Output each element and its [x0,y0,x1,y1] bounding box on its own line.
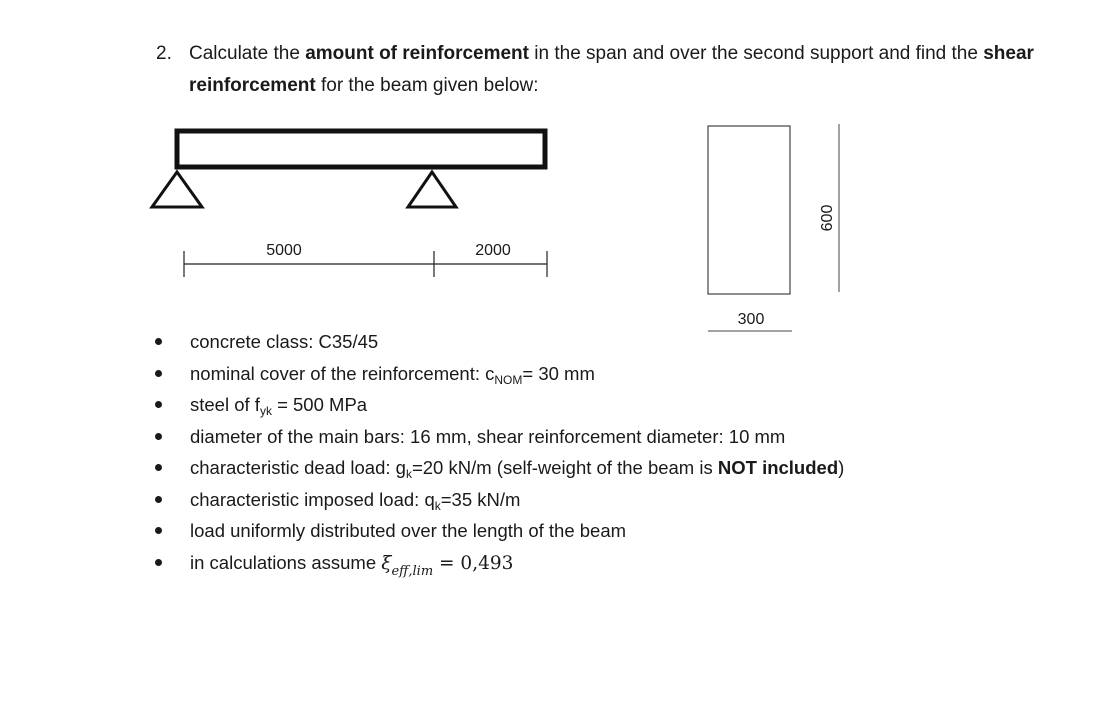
question-segment: in the span and over the second support and find the [529,43,984,64]
concrete-class: concrete class: C35/45 [190,331,379,352]
imposed-load-subscript: k [434,498,441,513]
question-number: 2. [156,43,172,64]
dead-load-subscript: k [405,467,412,481]
imposed-load-value: =35 kN/m [440,488,521,510]
left-pin-support [152,172,202,207]
cover-subscript: NOM [494,372,523,387]
list-item [150,358,844,390]
dead-load-value: =20 kN/m (self-weight of the beam is [411,457,718,478]
span-1-length: 5000 [266,242,302,259]
list-item [150,484,844,516]
bullet-icon [155,338,162,345]
dead-load-label: characteristic dead load: g [190,457,406,478]
span-2-length: 2000 [475,242,511,259]
question-emphasis: shear reinforcement [189,43,1034,96]
list-item [150,515,844,547]
list-item [150,547,844,579]
cross-section-outline [708,126,790,294]
bullet-icon [155,464,162,471]
xi-formula [381,552,514,579]
xi-subscript: eff,lim [391,563,434,579]
steel-value: = 500 MPa [271,394,368,415]
list-item [150,421,844,453]
xi-value: 0,493 [460,552,514,574]
steel-subscript: yk [259,404,272,418]
list-item [150,389,844,421]
bullet-icon [155,559,162,566]
list-item [150,452,844,484]
section-height: 600 [819,204,836,232]
dead-load-closing: ) [838,457,845,478]
load-distribution: load uniformly distributed over the length of the beam [190,520,627,541]
bullet-icon [155,527,162,534]
list-item [150,326,844,358]
bullet-icon [155,496,162,503]
bullet-icon [155,370,162,377]
bar-diameters: diameter of the main bars: 16 mm, shear reinforcement diameter: 10 mm [190,425,786,447]
cover-value: = 30 mm [522,362,595,384]
steel-label: steel of f [190,394,260,415]
bullet-icon [155,433,162,440]
question-segment: Calculate the [189,43,306,64]
middle-pin-support [408,172,456,207]
imposed-load-label: characteristic imposed load: q [190,488,435,510]
beam-body [177,131,545,167]
section-width: 300 [737,311,765,328]
properties-list [150,326,844,578]
question-emphasis: amount of reinforcement [305,43,529,64]
equals-sign: = [433,552,461,574]
cover-label: nominal cover of the reinforcement: c [190,362,495,384]
assumption-label: in calculations assume [190,551,382,573]
dead-load-emphasis: NOT included [717,457,839,478]
bullet-icon [155,401,162,408]
xi-symbol: ξ [381,552,392,574]
question-segment: for the beam given below: [315,75,539,96]
